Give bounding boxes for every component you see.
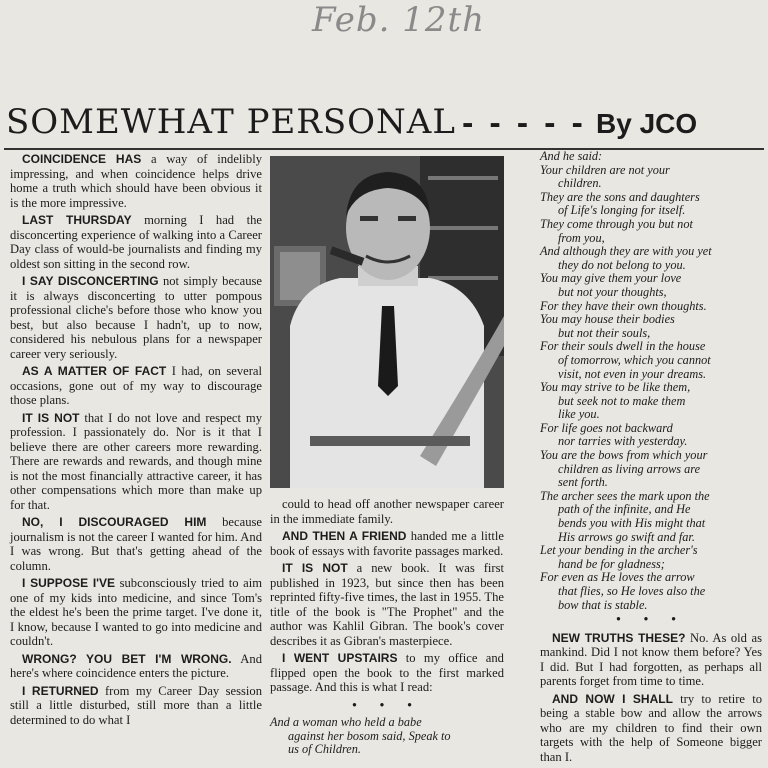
poem-line: You may give them your love <box>540 271 682 286</box>
paragraph-text: a new book. It was first published in 1923, but since then has been reprinted fifty-five times, the last in 1955. The title of the book is "The Prophet" and the author was Kahlil Gibran. The book's cover describes it as Gibran's masterpiece. <box>270 561 504 648</box>
poem-line: And although they are with you yet <box>540 244 712 259</box>
poem-line: They come through you but not <box>540 216 693 231</box>
paragraph-text: that I do not love and respect my profession. I passionately do. Nor is it that I believe there are other careers more rewarding. There are rewards and rewards, and though mine is not the most financially attractive career, it has other compensations which more than make up for that. <box>10 410 262 512</box>
column-2-paragraph <box>270 561 504 648</box>
poem-line: children as living arrows are <box>558 461 701 476</box>
paragraph-text: No. As old as mankind. Did I not know them before? Yes I did. But I had forgotten, as perhaps all parents forget from time to time. <box>540 630 762 689</box>
column-1-paragraph <box>10 152 262 210</box>
poem-line: The archer sees the mark upon the <box>540 488 710 503</box>
paragraph-text: morning I had the disconcerting experience of walking into a Career Day class of would-be journalists and finding my oldest son sitting in the second row. <box>10 213 262 271</box>
paragraph-lead-in: AND NOW I SHALL <box>552 691 673 706</box>
column-2 <box>270 497 504 757</box>
poem-line: hand be for gladness; <box>558 556 665 571</box>
paragraph-lead-in: AND THEN A FRIEND <box>282 529 407 543</box>
paragraph-lead-in: I SUPPOSE I'VE <box>22 576 116 590</box>
poem-line: of tomorrow, which you cannot <box>558 352 711 367</box>
poem-line: but seek not to make them <box>558 393 686 408</box>
poem-line: You may strive to be like them, <box>540 380 691 395</box>
column-1-paragraph <box>10 515 262 573</box>
poem-line: They are the sons and daughters <box>540 189 700 204</box>
paragraph-text: could to head off another newspaper career in the immediate family. <box>270 497 504 526</box>
poem-line: children. <box>558 176 602 191</box>
section-separator: • • • <box>352 697 422 712</box>
paragraph-text: because journalism is not the career I wanted for him. And I was wrong. But that's getting ahead of the column. <box>10 515 262 573</box>
headline-dashes: - - - - - <box>461 107 587 140</box>
poem-line: And a woman who held a babe <box>270 715 422 729</box>
column-1-paragraph <box>10 576 262 649</box>
paragraph-lead-in: NO, I DISCOURAGED HIM <box>22 515 207 529</box>
paragraph-lead-in: IT IS NOT <box>282 561 348 575</box>
headline-byline: By JCO <box>596 108 698 139</box>
poem-line: His arrows go swift and far. <box>558 529 695 544</box>
paragraph-text: from my Career Day session still a little disturbed, still more than a little determined to do what I <box>10 683 262 727</box>
poem-line: that flies, so He loves also the <box>558 584 706 598</box>
poem-line: You may house their bodies <box>540 312 675 327</box>
handwritten-date: Feb. 12th <box>312 0 486 40</box>
poem-line: against her bosom said, Speak to <box>288 728 451 743</box>
column-1-paragraph <box>10 213 262 271</box>
column-3 <box>540 150 762 767</box>
column-2-paragraph <box>270 529 504 558</box>
poem-line: like you. <box>558 407 600 422</box>
column-2-paragraph <box>270 651 504 695</box>
poem-line: from you, <box>558 230 605 245</box>
poem-line: they do not belong to you. <box>558 257 686 272</box>
paragraph-lead-in: I WENT UPSTAIRS <box>282 651 398 665</box>
headline <box>6 102 766 142</box>
poem-intro <box>270 716 504 757</box>
paragraph-lead-in: I SAY DISCONCERTING <box>22 274 159 288</box>
paragraph-lead-in: WRONG? YOU BET I'M WRONG. <box>22 651 232 666</box>
section-separator-2: • • • <box>616 612 686 627</box>
paragraph-lead-in: I RETURNED <box>22 683 99 698</box>
paragraph-text: And here's where coincidence enters the picture. <box>10 651 262 680</box>
column-1-paragraph <box>10 684 262 728</box>
column-1-paragraph <box>10 652 262 681</box>
author-photo <box>270 156 504 488</box>
column-1-paragraph <box>10 364 262 408</box>
paragraph-text: not simply because it is always disconcerting to utter pompous professional cliche's before those who know you best, but also because I hadn't, up to now, considered his nebulous plans for a newspaper career very seriously. <box>10 274 262 361</box>
paragraph-text: I had, on several occasions, gone out of my way to discourage those plans. <box>10 364 262 407</box>
poem-line: bends you with His might that <box>558 516 706 531</box>
author-portrait-image <box>270 156 504 488</box>
poem-line: us of Children. <box>288 742 361 757</box>
poem-line: sent forth. <box>558 475 608 490</box>
paragraph-lead-in: NEW TRUTHS THESE? <box>552 630 686 645</box>
poem-on-children <box>540 150 762 612</box>
poem-line: For life goes not backward <box>540 420 673 435</box>
paragraph-text: a way of indelibly impressing, and when coincidence helps drive home a truth which should have been obvious it is the more impressive. <box>10 152 262 210</box>
poem-line: bow that is stable. <box>558 597 648 612</box>
column-1-paragraph <box>10 411 262 513</box>
poem-line: For their souls dwell in the house <box>540 339 706 354</box>
poem-line: path of the infinite, and He <box>558 502 691 517</box>
poem-line: nor tarries with yesterday. <box>558 434 688 449</box>
poem-line: but not their souls, <box>558 325 651 340</box>
column-3-paragraph <box>540 692 762 765</box>
column-3-paragraph <box>540 631 762 689</box>
paragraph-text: handed me a little book of essays with favorite passages marked. <box>270 529 504 558</box>
poem-line: Let your bending in the archer's <box>540 543 698 558</box>
column-1 <box>10 152 262 730</box>
column-1-paragraph <box>10 274 262 361</box>
poem-line: visit, not even in your dreams. <box>558 366 707 381</box>
closing-paragraphs <box>540 631 762 765</box>
poem-line: of Life's longing for itself. <box>558 203 686 218</box>
paragraph-lead-in: LAST THURSDAY <box>22 213 132 227</box>
poem-line: Your children are not your <box>540 162 670 177</box>
paragraph-text: subconsciously tried to aim one of my kids into medicine, and since Tom's the eldest he's been the prime target. I've done it, I know, because I wanted to go into medicine and couldn't. <box>10 576 263 648</box>
paragraph-lead-in: IT IS NOT <box>22 410 80 425</box>
poem-line: but not your thoughts, <box>558 284 667 299</box>
poem-line: And he said: <box>540 149 603 163</box>
paragraph-text: try to retire to being a stable bow and allow the arrows who are my children to find their own targets with the help of Someone bigger than I. <box>540 691 763 764</box>
headline-title: SOMEWHAT PERSONAL <box>6 102 456 142</box>
paragraph-text: to my office and flipped open the book to the first marked passage. And this is what I read: <box>270 651 504 694</box>
poem-line: For even as He loves the arrow <box>540 570 695 585</box>
poem-line: For they have their own thoughts. <box>540 298 707 313</box>
poem-line: You are the bows from which your <box>540 448 708 463</box>
paragraph-lead-in: AS A MATTER OF FACT <box>22 364 167 378</box>
paragraph-lead-in: COINCIDENCE HAS <box>22 152 142 166</box>
column-2-paragraph <box>270 497 504 526</box>
